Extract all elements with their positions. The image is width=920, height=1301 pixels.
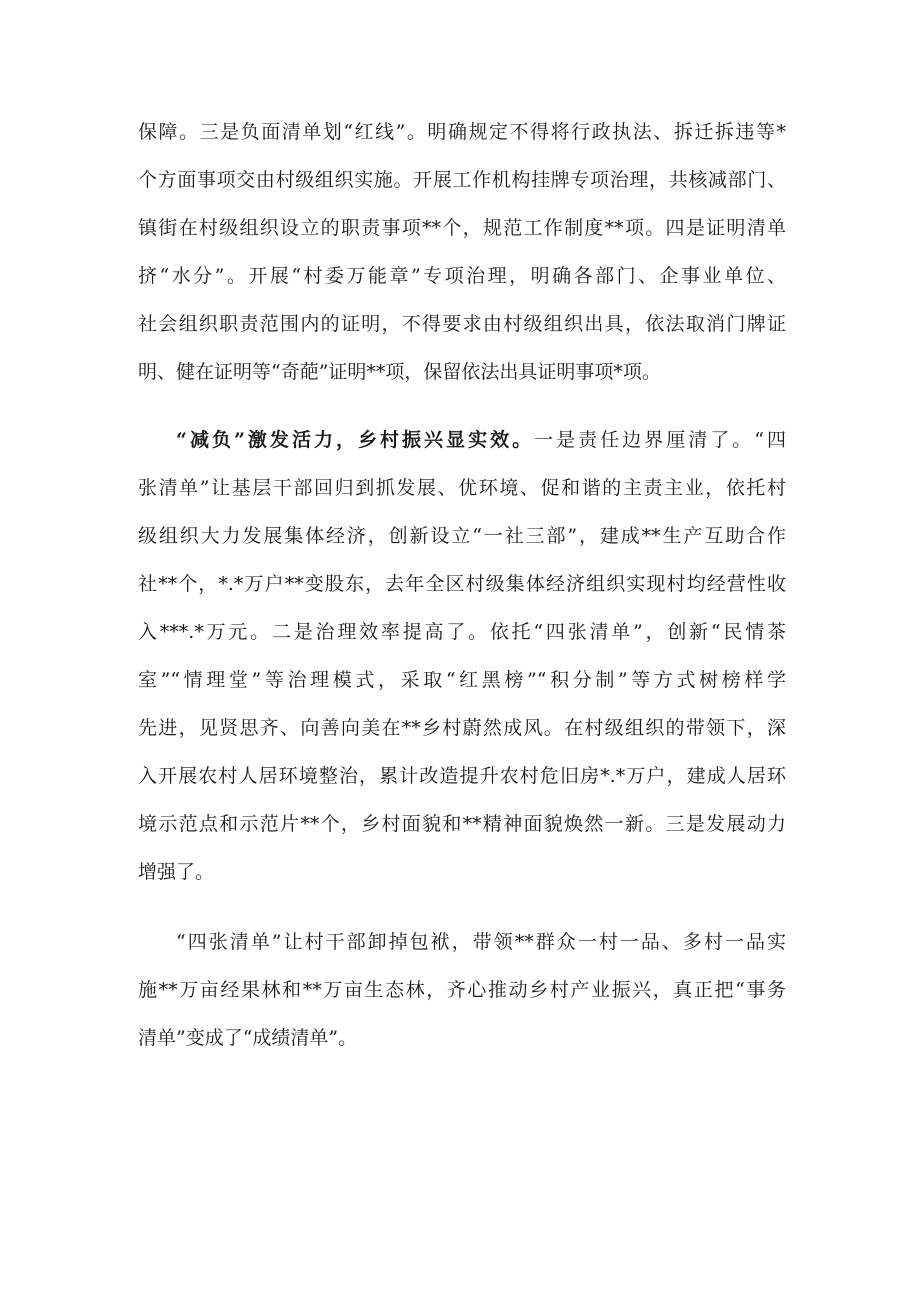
paragraph-2-line-6: 室”“情理堂”等治理模式，采取“红黑榜”“积分制”等方式树榜样学: [138, 669, 786, 691]
section-heading: “减负”激发活力，乡村振兴显实效。: [176, 429, 535, 451]
paragraph-1-line-5: 社会组织职责范围内的证明，不得要求由村级组织出具，依法取消门牌证: [138, 313, 786, 335]
paragraph-2-line-8: 入开展农村人居环境整治，累计改造提升农村危旧房*.*万户，建成人居环: [138, 765, 786, 787]
paragraph-2-line-7: 先进，见贤思齐、向善向美在**乡村蔚然成风。在村级组织的带领下，深: [138, 717, 786, 739]
paragraph-2-line-2: 张清单”让基层干部回归到抓发展、优环境、促和谐的主责主业，依托村: [138, 477, 786, 499]
paragraph-1-line-4: 挤“水分”。开展“村委万能章”专项治理，明确各部门、企事业单位、: [138, 265, 786, 287]
paragraph-3-line-2: 施**万亩经果林和**万亩生态林，齐心推动乡村产业振兴，真正把“事务: [138, 979, 786, 1001]
paragraph-1-line-6: 明、健在证明等“奇葩”证明**项，保留依法出具证明事项*项。: [138, 361, 661, 383]
paragraph-2-line-1: [138, 416, 786, 464]
paragraph-2-line-4: 社**个，*.*万户**变股东，去年全区村级集体经济组织实现村均经营性收: [138, 573, 786, 595]
paragraph-2-line-1-text: 一是责任边界厘清了。“四: [534, 429, 787, 451]
paragraph-2-line-10: 增强了。: [138, 861, 215, 883]
paragraph-3-line-1: “四张清单”让村干部卸掉包袱，带领**群众一村一品、多村一品实: [176, 931, 786, 953]
paragraph-3-line-3: 清单”变成了“成绩清单”。: [138, 1027, 358, 1049]
paragraph-1-line-3: 镇街在村级组织设立的职责事项**个，规范工作制度**项。四是证明清单: [138, 217, 786, 239]
paragraph-2-line-5: 入***.*万元。二是治理效率提高了。依托“四张清单”，创新“民情茶: [138, 621, 786, 643]
paragraph-2-line-9: 境示范点和示范片**个，乡村面貌和**精神面貌焕然一新。三是发展动力: [138, 813, 786, 835]
paragraph-3: [138, 918, 786, 1062]
paragraph-1: [138, 108, 786, 396]
paragraph-2-line-3: 级组织大力发展集体经济，创新设立“一社三部”，建成**生产互助合作: [138, 525, 786, 547]
paragraph-2: [138, 416, 786, 896]
paragraph-1-line-1: 保障。三是负面清单划“红线”。明确规定不得将行政执法、拆迁拆违等*: [138, 121, 786, 143]
paragraph-1-line-2: 个方面事项交由村级组织实施。开展工作机构挂牌专项治理，共核减部门、: [138, 169, 786, 191]
